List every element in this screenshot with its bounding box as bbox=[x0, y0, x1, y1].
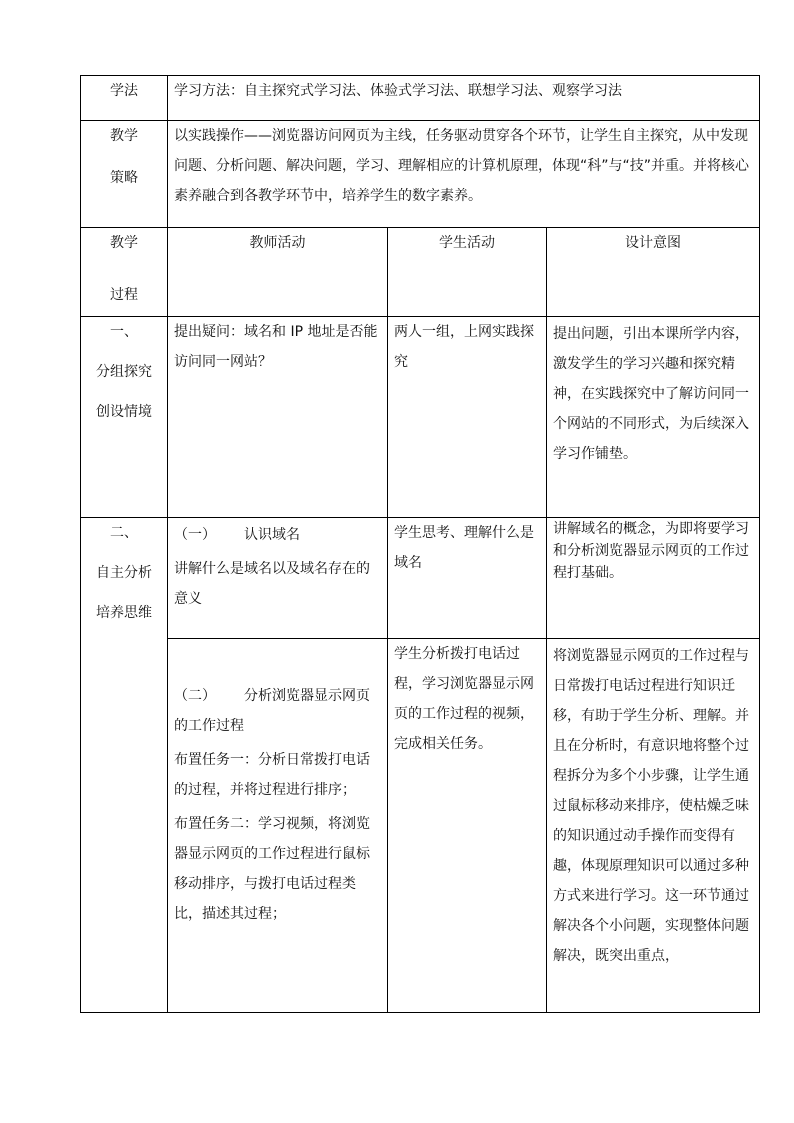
header-student-activity: 学生活动 bbox=[388, 228, 547, 317]
part-2-number: （二） bbox=[174, 688, 216, 704]
label-learning-method: 学法 bbox=[81, 76, 168, 121]
row-learning-method bbox=[81, 76, 760, 121]
part-1-title: 认识域名 bbox=[244, 527, 300, 543]
stage-2-part-2-intent: 将浏览器显示网页的工作过程与日常拨打电话过程进行知识迁移，有助于学生分析、理解。并且在分析时，有意识地将整个过程拆分为多个小步骤，让学生通过鼠标移动来排序，使枯燥乏味的知识通过动手操作而变得有趣，体现原理知识可以通过多种方式来进行学习。这一环节通过解决各个小问题，实现整体问题解决，既突出重点， bbox=[547, 639, 760, 1013]
stage-1-design-intent: 提出问题，引出本课所学内容，激发学生的学习兴趣和探究精神，在实践探究中了解访问同一个网站的不同形式，为后续深入学习作铺垫。 bbox=[547, 317, 760, 518]
stage-2-part-1-teacher bbox=[168, 518, 388, 639]
stage-1-teacher-activity: 提出疑问：域名和 IP 地址是否能访问同一网站？ bbox=[168, 317, 388, 518]
part-1-teacher-text: 讲解什么是域名以及域名存在的意义 bbox=[174, 561, 370, 607]
label-teaching-strategy: 教学 策略 bbox=[81, 121, 168, 228]
row-stage-1 bbox=[81, 317, 760, 518]
header-teacher-activity: 教师活动 bbox=[168, 228, 388, 317]
label-stage-2: 二、 自主分析 培养思维 bbox=[81, 518, 168, 1013]
row-process-header bbox=[81, 228, 760, 317]
part-2-title: 分析浏览器显示网页的工作过程 bbox=[174, 688, 370, 734]
label-teaching-process: 教学 过程 bbox=[81, 228, 168, 317]
stage-2-part-2-student: 学生分析拨打电话过程，学习浏览器显示网页的工作过程的视频，完成相关任务。 bbox=[388, 639, 547, 1013]
row-stage-2-part-1 bbox=[81, 518, 760, 639]
row-teaching-strategy bbox=[81, 121, 760, 228]
stage-2-part-2-teacher bbox=[168, 639, 388, 1013]
stage-2-part-1-student: 学生思考、理解什么是域名 bbox=[388, 518, 547, 639]
header-design-intent: 设计意图 bbox=[547, 228, 760, 317]
row-stage-2-part-2 bbox=[81, 639, 760, 1013]
label-stage-1: 一、 分组探究 创设情境 bbox=[81, 317, 168, 518]
part-2-task-1: 布置任务一：分析日常拨打电话的过程，并将过程进行排序； bbox=[174, 752, 370, 798]
stage-2-part-1-intent: 讲解域名的概念，为即将要学习和分析浏览器显示网页的工作过程打基础。 bbox=[547, 518, 760, 639]
learning-method-content: 学习方法：自主探究式学习法、体验式学习法、联想学习法、观察学习法 bbox=[168, 76, 760, 121]
stage-1-student-activity: 两人一组，上网实践探究 bbox=[388, 317, 547, 518]
part-2-task-2: 布置任务二：学习视频，将浏览器显示网页的工作过程进行鼠标移动排序，与拨打电话过程类比，描述其过程； bbox=[174, 816, 370, 922]
part-1-number: （一） bbox=[174, 527, 216, 543]
teaching-strategy-content: 以实践操作——浏览器访问网页为主线，任务驱动贯穿各个环节，让学生自主探究，从中发现问题、分析问题、解决问题，学习、理解相应的计算机原理，体现“科”与“技”并重。并将核心素养融合到各教学环节中，培养学生的数字素养。 bbox=[168, 121, 760, 228]
lesson-plan-table bbox=[80, 75, 760, 1013]
